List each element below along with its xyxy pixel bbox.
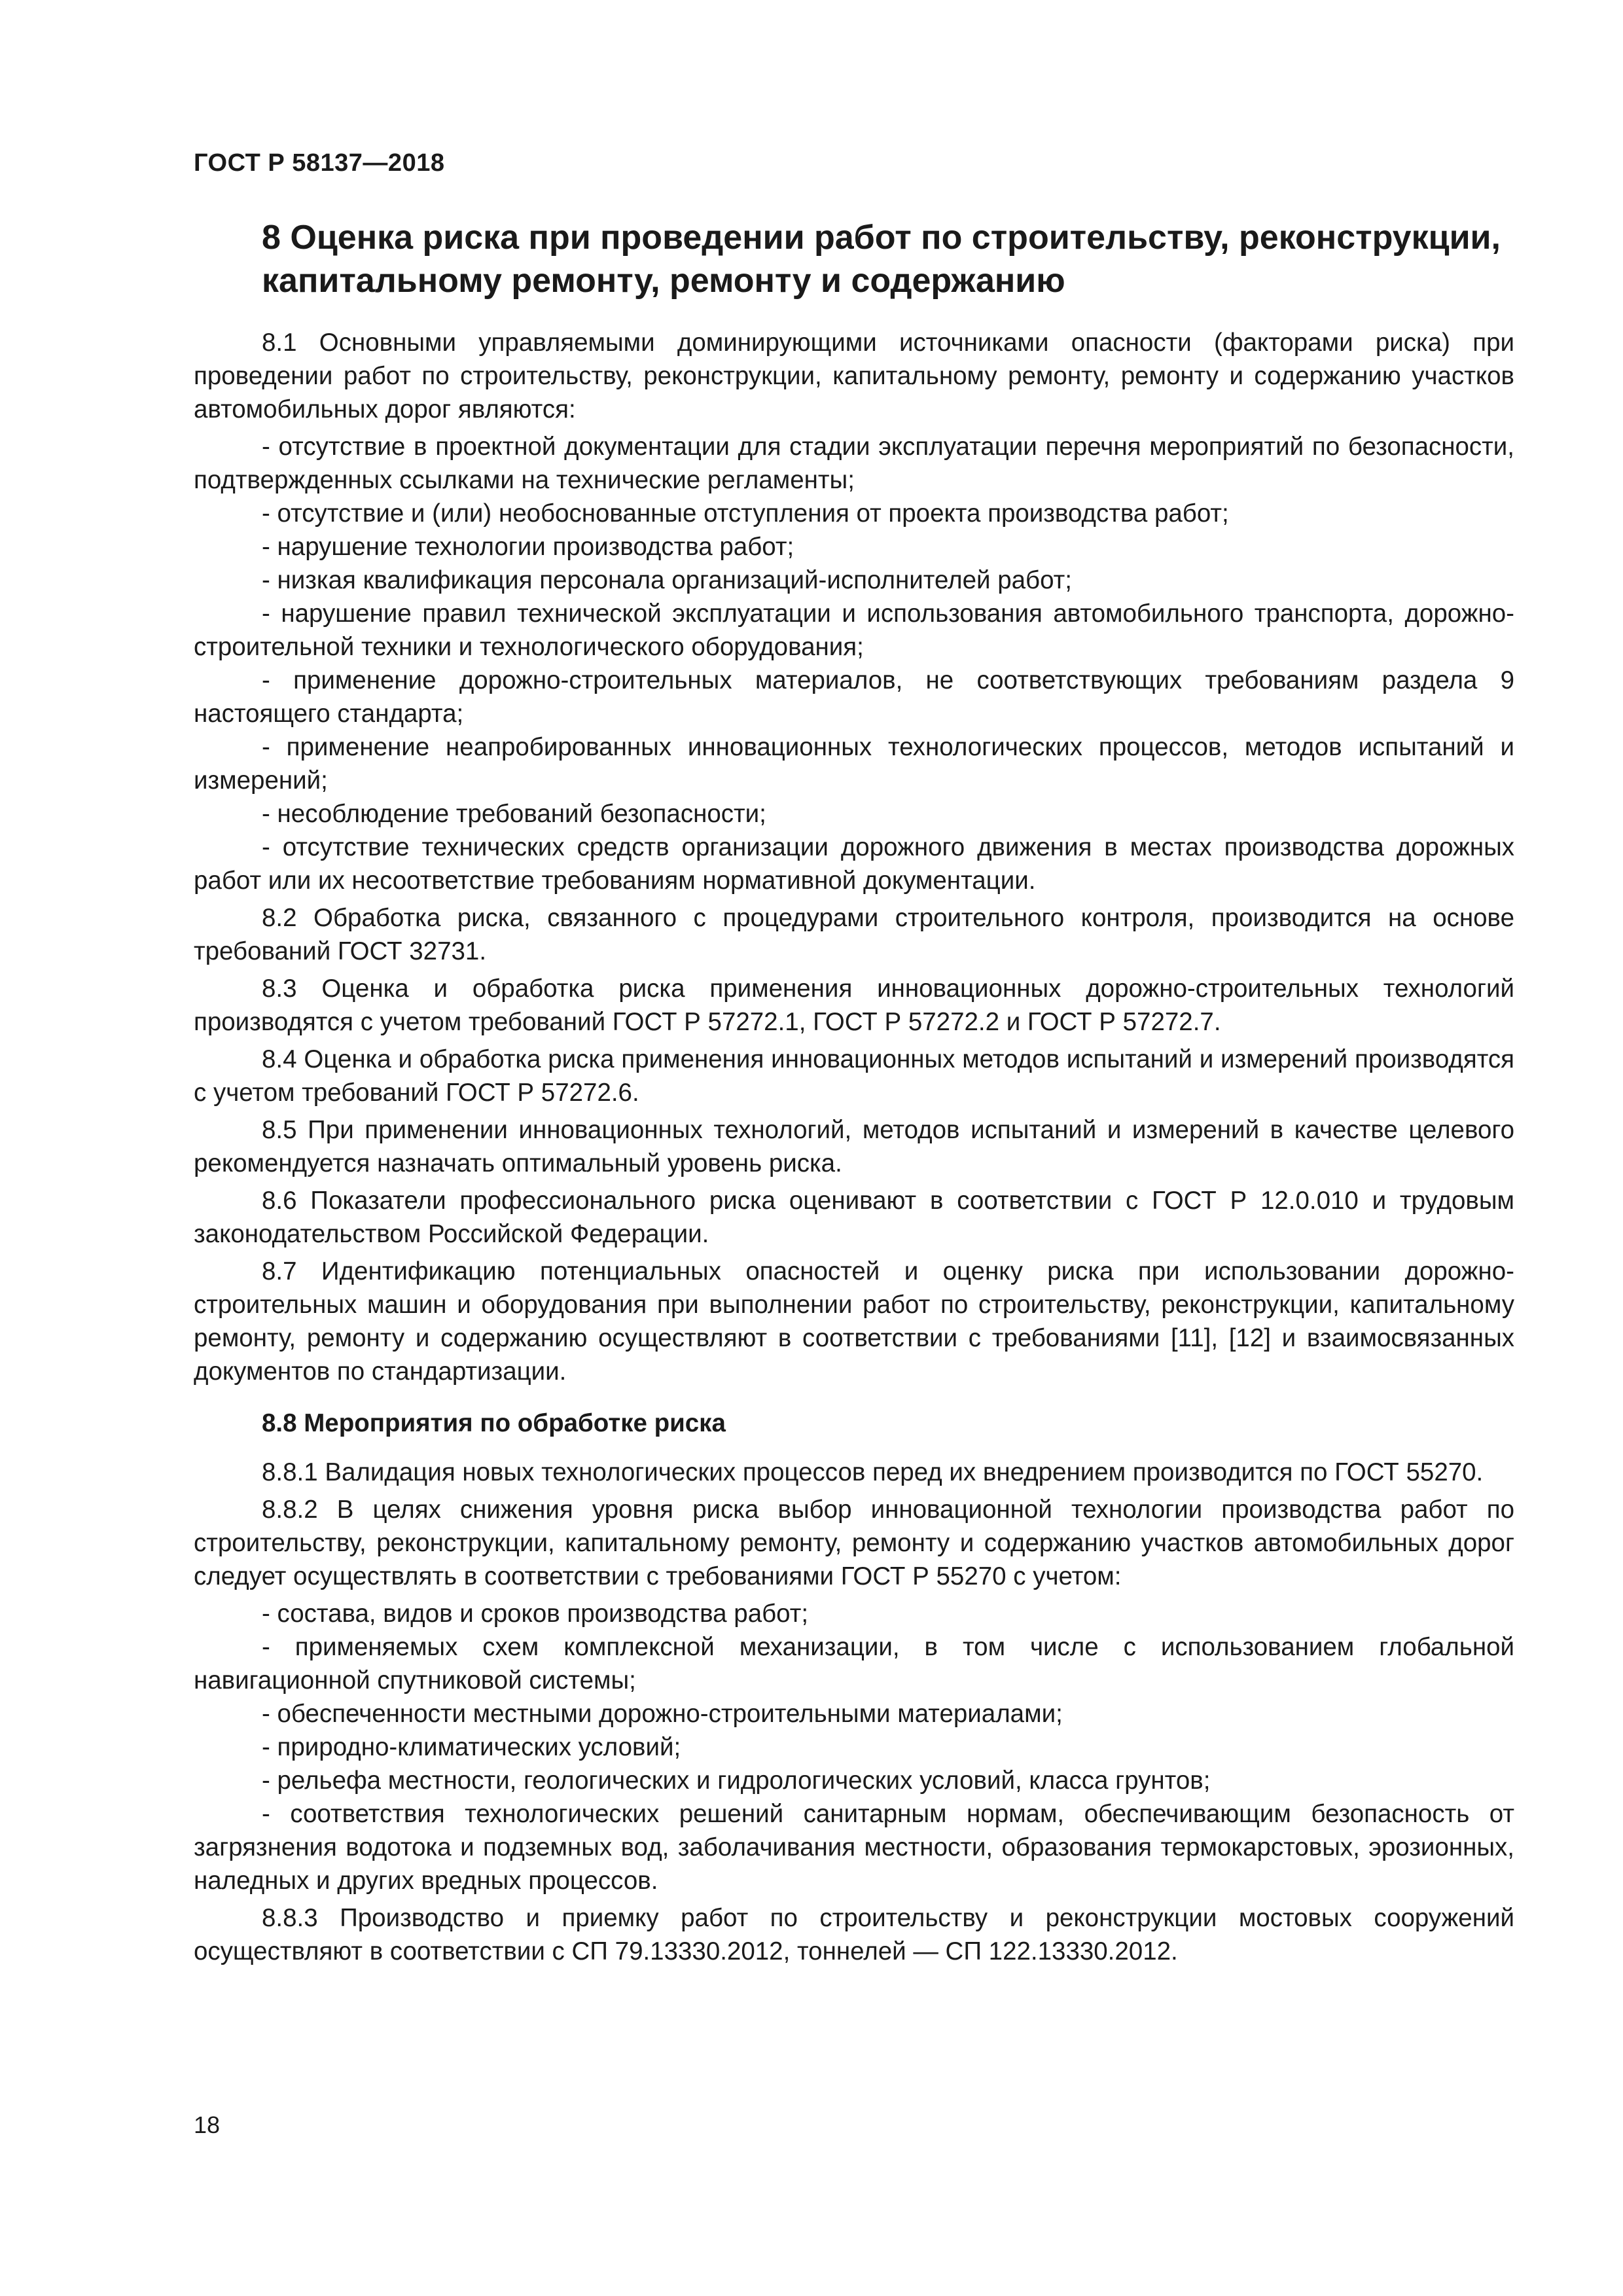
list-item: - состава, видов и сроков производства работ; [262,1600,809,1628]
paragraph-8-2: 8.2 Обработка риска, связанного с процедурами строительного контроля, производится на основе требований ГОСТ 32731. [194,904,1514,965]
list-item: - отсутствие в проектной документации для стадии эксплуатации перечня мероприятий по безопасности, подтвержденных ссылками на технические регламенты; [194,433,1514,494]
paragraph-8-3: 8.3 Оценка и обработка риска применения инновационных дорожно-строительных технологий производятся с учетом требований ГОСТ Р 57272.1, ГОСТ Р 57272.2 и ГОСТ Р 57272.7. [194,975,1514,1036]
list-item: - применяемых схем комплексной механизации, в том числе с использованием глобальной навигационной спутниковой системы; [194,1633,1514,1695]
paragraph-8-4: 8.4 Оценка и обработка риска применения инновационных методов испытаний и измерений производятся с учетом требований ГОСТ Р 57272.6. [194,1045,1514,1107]
list-item: - применение дорожно-строительных материалов, не соответствующих требованиям раздела 9 настоящего стандарта; [194,666,1514,728]
section-title: 8 Оценка риска при проведении работ по строительству, реконструкции, капитальному ремонту, ремонту и содержанию [262,219,1501,300]
page-number: 18 [194,2111,221,2138]
paragraph-8-8-2: 8.8.2 В целях снижения уровня риска выбор инновационной технологии производства работ по строительству, реконструкции, капитальному ремонту, ремонту и содержанию участков автомобильных дорог следует осуществлять в соответствии с требованиями ГОСТ Р 55270 с учетом: [194,1496,1514,1590]
paragraph-8-7: 8.7 Идентификацию потенциальных опасностей и оценку риска при использовании дорожно-строительных машин и оборудования при выполнении работ по строительству, реконструкции, капитальному ремонту, ремонту и содержанию осуществляют в соответствии с требованиями [11], [12] и взаимосвязанных документов по стандартизации. [194,1257,1514,1386]
list-item: - несоблюдение требований безопасности; [262,800,766,828]
document-code-header: ГОСТ Р 58137—2018 [194,149,445,177]
list-item: - природно-климатических условий; [262,1733,681,1761]
paragraph-8-1: 8.1 Основными управляемыми доминирующими источниками опасности (факторами риска) при проведении работ по строительству, реконструкции, капитальному ремонту, ремонту и содержанию участков автомобильных дорог являются: [194,329,1514,423]
subsection-title-8-8: 8.8 Мероприятия по обработке риска [262,1409,726,1437]
list-item: - применение неапробированных инновационных технологических процессов, методов испытаний и измерений; [194,733,1514,795]
list-item: - обеспеченности местными дорожно-строительными материалами; [262,1700,1063,1728]
paragraph-8-8-3: 8.8.3 Производство и приемку работ по строительству и реконструкции мостовых сооружений осуществляют в соответствии с СП 79.13330.2012, тоннелей — СП 122.13330.2012. [194,1904,1514,1965]
list-item: - отсутствие технических средств организации дорожного движения в местах производства дорожных работ или их несоответствие требованиям нормативной документации. [194,833,1514,895]
section-body [194,326,1514,1972]
list-item: - соответствия технологических решений санитарным нормам, обеспечивающим безопасность от загрязнения водотока и подземных вод, заболачивания местности, образования термокарстовых, эрозионных, наледных и других вредных процессов. [194,1800,1514,1895]
list-item: - нарушение технологии производства работ; [262,533,794,561]
list-item: - отсутствие и (или) необоснованные отступления от проекта производства работ; [262,499,1229,528]
list-item: - низкая квалификация персонала организаций-исполнителей работ; [262,566,1072,594]
paragraph-8-8-1: 8.8.1 Валидация новых технологических процессов перед их внедрением производится по ГОСТ 55270. [262,1458,1484,1486]
paragraph-8-5: 8.5 При применении инновационных технологий, методов испытаний и измерений в качестве целевого рекомендуется назначать оптимальный уровень риска. [194,1116,1514,1177]
list-item: - рельефа местности, геологических и гидрологических условий, класса грунтов; [262,1767,1211,1795]
paragraph-8-6: 8.6 Показатели профессионального риска оценивают в соответствии с ГОСТ Р 12.0.010 и трудовым законодательством Российской Федерации. [194,1187,1514,1248]
list-item: - нарушение правил технической эксплуатации и использования автомобильного транспорта, дорожно-строительной техники и технологического оборудования; [194,600,1514,661]
